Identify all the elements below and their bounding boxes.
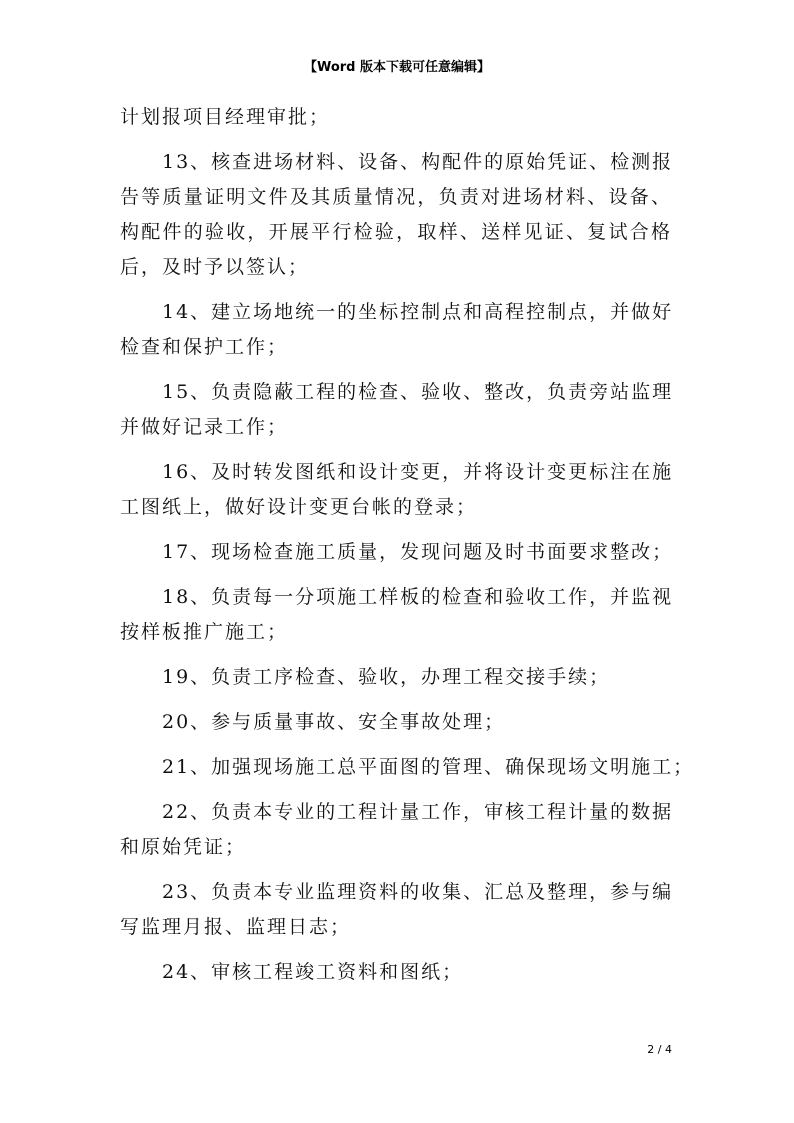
text-line: 计划报项目经理审批； bbox=[120, 106, 331, 128]
text-line: 告等质量证明文件及其质量情况，负责对进场材料、设备、 bbox=[120, 186, 672, 208]
text-line: 后，及时予以签认； bbox=[120, 256, 310, 278]
text-line: 工图纸上，做好设计变更台帐的登录； bbox=[120, 496, 478, 518]
page-header-banner: 【Word 版本下载可任意编辑】 bbox=[303, 60, 491, 75]
text-line: 按样板推广施工； bbox=[120, 621, 289, 643]
list-item-24 bbox=[120, 955, 680, 990]
list-item-16 bbox=[120, 455, 680, 525]
text-line: 17、现场检查施工质量，发现问题及时书面要求整改； bbox=[162, 541, 674, 563]
text-line: 和原始凭证； bbox=[120, 836, 247, 858]
list-item-21 bbox=[120, 750, 695, 785]
text-line: 21、加强现场施工总平面图的管理、确保现场文明施工； bbox=[162, 756, 695, 778]
text-line: 15、负责隐蔽工程的检查、验收、整改，负责旁站监理 bbox=[162, 381, 674, 403]
list-item-22 bbox=[120, 795, 680, 865]
list-item-23 bbox=[120, 875, 680, 945]
paragraph-continuation bbox=[120, 100, 680, 135]
list-item-14 bbox=[120, 295, 680, 365]
text-line: 19、负责工序检查、验收，办理工程交接手续； bbox=[162, 666, 611, 688]
text-line: 14、建立场地统一的坐标控制点和高程控制点，并做好 bbox=[162, 301, 674, 323]
list-item-17 bbox=[120, 535, 680, 570]
list-item-20 bbox=[120, 705, 680, 740]
text-line: 20、参与质量事故、安全事故处理； bbox=[162, 711, 506, 733]
text-line: 24、审核工程竣工资料和图纸； bbox=[162, 961, 464, 983]
list-item-15 bbox=[120, 375, 680, 445]
list-item-18 bbox=[120, 580, 680, 650]
page-number: 2 / 4 bbox=[647, 1043, 672, 1056]
text-line: 写监理月报、监理日志； bbox=[120, 916, 352, 938]
text-line: 检查和保护工作； bbox=[120, 336, 289, 358]
list-item-13 bbox=[120, 145, 680, 285]
list-item-19 bbox=[120, 660, 680, 695]
text-line: 18、负责每一分项施工样板的检查和验收工作，并监视 bbox=[162, 586, 674, 608]
text-line: 16、及时转发图纸和设计变更，并将设计变更标注在施 bbox=[162, 461, 674, 483]
text-line: 22、负责本专业的工程计量工作，审核工程计量的数据 bbox=[162, 801, 674, 823]
document-body bbox=[120, 100, 695, 1000]
text-line: 并做好记录工作； bbox=[120, 416, 289, 438]
text-line: 13、核查进场材料、设备、构配件的原始凭证、检测报 bbox=[162, 151, 674, 173]
text-line: 构配件的验收，开展平行检验，取样、送样见证、复试合格 bbox=[120, 221, 672, 243]
text-line: 23、负责本专业监理资料的收集、汇总及整理，参与编 bbox=[162, 881, 674, 903]
